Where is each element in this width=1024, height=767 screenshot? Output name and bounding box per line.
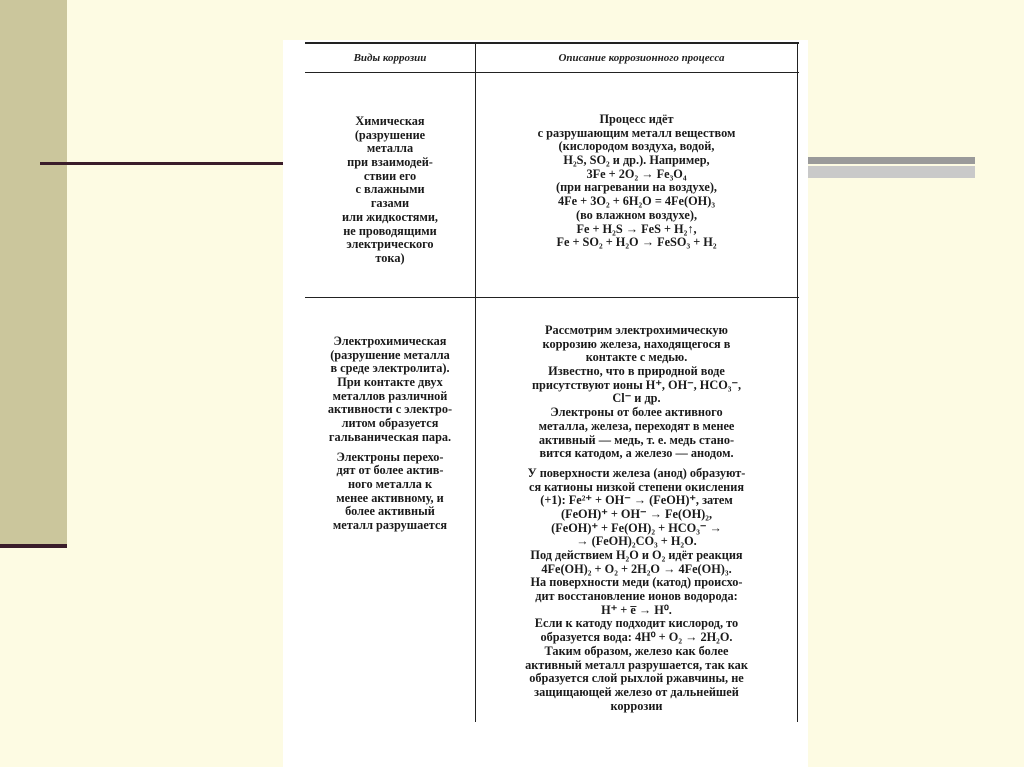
text-line: дят от более актив- [336, 463, 444, 478]
text-line: вится катодом, а железо — анодом. [539, 446, 734, 461]
text-line: (разрушение металла [330, 347, 450, 362]
decorative-divider [40, 162, 285, 165]
text-line: менее активному, и [336, 490, 444, 505]
text-line: образуется слой рыхлой ржавчины, не [529, 671, 744, 686]
text-line: коррозию железа, находящегося в [542, 336, 731, 351]
text-line: (разрушение [354, 127, 426, 142]
text-line: литом образуется [341, 416, 439, 431]
text-line: газами [370, 196, 410, 211]
text-line: (FeOH)⁺ + OH⁻ → Fe(OH)₂, [560, 506, 713, 521]
text-line: Известно, что в природной воде [548, 364, 725, 379]
text-line: ся катионы низкой степени окисления [529, 479, 744, 494]
text-line: дит восстановление ионов водорода: [535, 589, 738, 604]
decorative-divider [0, 544, 67, 548]
text-line: (+1): Fe²⁺ + OH⁻ → (FeOH)⁺, затем [540, 493, 733, 508]
text-line: 4Fe + 3O₂ + 6H₂O = 4Fe(OH)₃ [557, 194, 716, 209]
text-line: ного металла к [347, 476, 433, 491]
table-border [305, 72, 799, 73]
text-line: или жидкостями, [342, 209, 438, 224]
table-border [797, 42, 798, 722]
text-line: присутствуют ионы H⁺, OH⁻, HCO₃⁻, [531, 377, 742, 392]
text-line: Если к катоду подходит кислород, то [534, 616, 739, 631]
text-line: (кислородом воздуха, водой, [558, 139, 715, 154]
text-line: Cl⁻ и др. [612, 391, 661, 406]
text-line: металлов различной [332, 388, 448, 403]
text-line: коррозии [610, 698, 663, 713]
text-line: (во влажном воздухе), [575, 207, 698, 222]
cell-chemical-description [476, 113, 797, 250]
text-line: Химическая [355, 114, 425, 128]
text-line: У поверхности железа (анод) образуют- [527, 465, 746, 480]
text-line: Рассмотрим электрохимическую [545, 323, 728, 337]
text-line: с разрушающим металл веществом [537, 125, 736, 140]
text-line: Таким образом, железо как более [544, 643, 729, 658]
text-line: более активный [345, 504, 435, 519]
text-line: с влажными [355, 182, 425, 197]
text-line: контакте с медью. [585, 350, 688, 365]
text-line: металла, железа, переходят в менее [538, 418, 735, 433]
text-line: Процесс идёт [599, 112, 674, 126]
text-line: 4Fe(OH)₂ + O₂ + 2H₂O → 4Fe(OH)₃. [541, 561, 732, 576]
text-line: активный металл разрушается, так как [525, 657, 748, 672]
text-line: Электроны перехо- [336, 449, 444, 464]
text-line: (FeOH)⁺ + Fe(OH)₂ + HCO₃⁻ → [551, 520, 722, 535]
text-line: при взаимодей- [347, 155, 433, 170]
header-corrosion-types: Виды коррозии [353, 52, 427, 64]
text-line: На поверхности меди (катод) происхо- [530, 575, 743, 590]
text-line: тока) [375, 250, 405, 265]
text-line: электрического [346, 237, 434, 252]
decorative-divider [805, 157, 975, 164]
text-line: При контакте двух [337, 375, 443, 390]
text-line: 3Fe + 2O₂ → Fe₃O₄ [586, 166, 687, 181]
cell-electrochemical-type [305, 335, 475, 533]
decorative-divider [805, 166, 975, 178]
text-line: активный — медь, т. е. медь стано- [538, 432, 735, 447]
table-border [305, 42, 799, 44]
text-line: не проводящими [343, 223, 437, 238]
text-line: активности с электро- [327, 402, 453, 417]
text-line: H⁺ + e̅ → H⁰. [601, 602, 672, 617]
text-line: в среде электролита). [330, 361, 450, 376]
text-line: Электроны от более активного [550, 405, 723, 420]
text-line: ствии его [363, 168, 417, 183]
text-line: гальваническая пара. [328, 429, 452, 444]
cell-chemical-type [305, 115, 475, 266]
text-line: H₂S, SO₂ и др.). Например, [563, 153, 710, 168]
text-line: металл разрушается [332, 517, 448, 532]
text-line: металла [366, 141, 414, 156]
table-border [305, 297, 799, 298]
text-line: Электрохимическая [333, 334, 447, 348]
text-line: защищающей железо от дальнейшей [534, 684, 739, 699]
decorative-left-bar [0, 0, 67, 545]
text-line: Fe + SO₂ + H₂O → FeSO₃ + H₂ [556, 235, 717, 250]
text-line: (при нагревании на воздухе), [556, 180, 717, 195]
text-line: образуется вода: 4H⁰ + O₂ → 2H₂O. [540, 630, 733, 645]
text-line: Под действием H₂O и O₂ идёт реакция [530, 548, 743, 562]
text-line: → (FeOH)₂CO₃ + H₂O. [576, 534, 697, 549]
text-line: Fe + H₂S → FeS + H₂↑, [576, 221, 697, 236]
cell-electrochemical-description [476, 324, 797, 713]
header-process-description: Описание коррозионного процесса [558, 52, 725, 64]
